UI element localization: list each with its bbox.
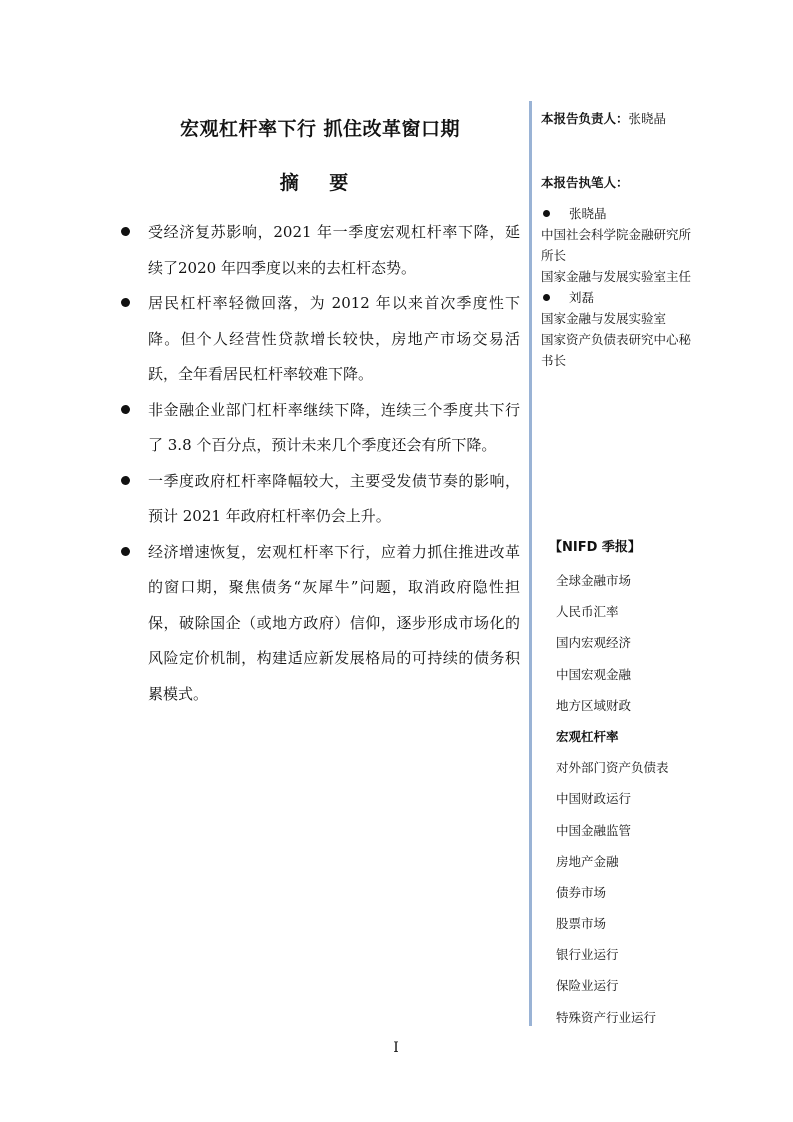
abstract-bullet-text: 居民杠杆率轻微回落，为 2012 年以来首次季度性下降。但个人经营性贷款增长较快，房地产市场交易活跃，全年看居民杠杆率较难下降。 xyxy=(148,294,520,383)
bullet-dot-icon xyxy=(121,547,130,556)
series-item[interactable]: 股票市场 xyxy=(556,916,607,932)
series-item[interactable]: 对外部门资产负债表 xyxy=(556,760,669,776)
report-responsible xyxy=(541,108,666,129)
author-affiliation: 国家资产负债表研究中心秘书长 xyxy=(541,332,692,368)
series-item[interactable]: 全球金融市场 xyxy=(556,573,632,588)
abstract-bullet xyxy=(118,393,520,464)
column-divider xyxy=(529,101,532,1026)
series-item[interactable]: 国内宏观经济 xyxy=(556,635,632,651)
abstract-bullet-text: 非金融企业部门杠杆率继续下降，连续三个季度共下行了 3.8 个百分点，预计未来几个季度还会有所下降。 xyxy=(148,400,520,454)
abstract-bullet xyxy=(118,464,520,535)
series-item[interactable]: 银行业运行 xyxy=(556,947,619,963)
abstract-bullet-text: 受经济复苏影响，2021 年一季度宏观杠杆率下降，延续了2020 年四季度以来的去杠杆态势。 xyxy=(148,223,520,277)
responsible-label: 本报告负责人： xyxy=(541,111,629,126)
author-name-row xyxy=(541,203,701,224)
abstract-bullet-text: 经济增速恢复，宏观杠杆率下行，应着力抓住推进改革的窗口期，聚焦债务“灰犀牛”问题，取消政府隐性担保，破除国企（或地方政府）信仰，逐步形成市场化的风险定价机制，构建适应新发展格局的可持续的债务积累模式。 xyxy=(148,542,520,703)
series-item[interactable]: 中国财政运行 xyxy=(556,791,632,807)
series-item[interactable]: 中国金融监管 xyxy=(556,822,632,838)
series-heading: 【NIFD 季报】 xyxy=(549,540,641,555)
document-title: 宏观杠杆率下行 抓住改革窗口期 xyxy=(179,118,461,140)
abstract-bullet xyxy=(118,215,520,286)
author-name: 张晓晶 xyxy=(569,206,607,221)
abstract-bullet xyxy=(118,286,520,393)
series-item[interactable]: 房地产金融 xyxy=(556,853,619,869)
bullet-dot-icon xyxy=(121,405,130,414)
abstract-bullet-text: 一季度政府杠杆率降幅较大，主要受发债节奏的影响，预计 2021 年政府杠杆率仍会上升。 xyxy=(148,471,520,525)
bullet-dot-icon xyxy=(543,210,550,217)
series-item[interactable]: 特殊资产行业运行 xyxy=(556,1009,657,1025)
series-item[interactable]: 宏观杠杆率 xyxy=(556,728,619,744)
series-list xyxy=(556,565,669,1033)
series-item[interactable]: 人民币汇率 xyxy=(556,604,619,620)
author-affiliation: 国家金融与发展实验室主任 xyxy=(541,269,692,284)
responsible-name: 张晓晶 xyxy=(628,111,667,126)
series-item[interactable]: 保险业运行 xyxy=(556,978,619,994)
bullet-dot-icon xyxy=(543,294,550,301)
series-item[interactable]: 中国宏观金融 xyxy=(556,666,632,682)
author-affiliation: 中国社会科学院金融研究所所长 xyxy=(541,227,692,263)
report-writers-label: 本报告执笔人： xyxy=(541,175,629,190)
author-affiliation: 国家金融与发展实验室 xyxy=(541,311,667,326)
bullet-dot-icon xyxy=(121,476,130,485)
author-name-row xyxy=(541,287,701,308)
series-item[interactable]: 地方区域财政 xyxy=(556,697,632,713)
series-item[interactable]: 债券市场 xyxy=(556,884,607,900)
author-name: 刘磊 xyxy=(569,290,595,305)
bullet-dot-icon xyxy=(121,298,130,307)
bullet-dot-icon xyxy=(121,227,130,236)
abstract-bullet-list xyxy=(118,215,520,712)
abstract-bullet xyxy=(118,535,520,713)
author-list xyxy=(541,203,701,371)
abstract-heading: 摘 要 xyxy=(279,172,361,194)
page-number: I xyxy=(393,1040,399,1056)
